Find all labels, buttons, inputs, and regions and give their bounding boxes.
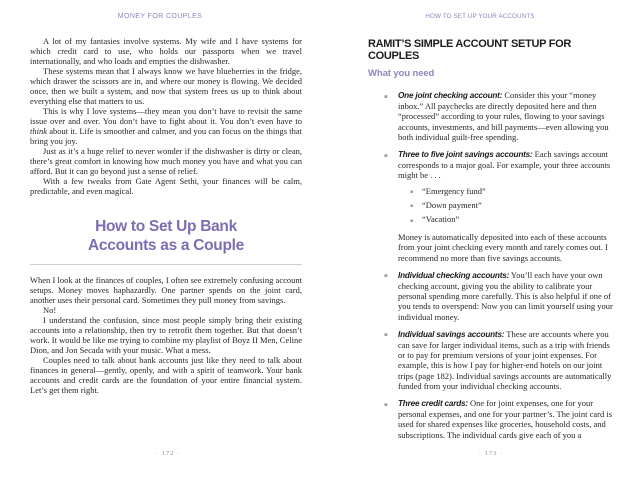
paragraph: These systems mean that I always know we have blueberries in the fridge, which drawer the scissors are in, and where our money is flowing. We decided once, then we built a system, and now that system frees us up to think about everything else that matters to us.	[30, 66, 302, 106]
paragraph: When I look at the finances of couples, I often see extremely confusing account setups. Money moves haphazardly. One partner spends on the joint card, another uses their personal card. Sometimes they pull money from savings.	[30, 275, 302, 305]
list-item-lead: Individual checking accounts:	[398, 270, 510, 280]
sub-list-item-text: “Down payment”	[422, 199, 482, 210]
list-item	[368, 398, 618, 440]
sub-list-item-text: “Vacation”	[422, 214, 460, 225]
list-item-lead: One joint checking account:	[398, 91, 503, 100]
paragraph: Just as it’s a huge relief to never wonder if the dishwasher is dirty or clean, there’s great comfort in knowing how much money you have and what you can afford. But it can go beyond just a sense of relief.	[30, 146, 302, 176]
sub-list-item-text: “Emergency fund”	[422, 185, 486, 196]
sub-list-item	[398, 200, 618, 210]
list-item-text: Consider this your “money inbox.” All paychecks are directly deposited here and then “processed” according to your rules, flowing to your savings accounts, investments, and bill payments—even allowing you both individual guilt-free spending.	[398, 90, 609, 142]
chapter-section-title: RAMIT’S SIMPLE ACCOUNT SETUP FOR COUPLES	[368, 38, 572, 62]
bullet-icon: ▪	[410, 203, 414, 210]
paragraph-text: This is why I love systems—they mean you don’t have to revisit the same issue over and over. You don’t have to fight about it. You don’t even have to	[30, 106, 302, 126]
paragraph: With a few tweaks from Gate Agent Sethi, your finances will be calm, predictable, and even magical.	[30, 176, 302, 196]
paragraph: Couples need to talk about bank accounts just like they need to talk about finances in general—gently, openly, and with a spirit of teamwork. Your bank accounts and credit cards are the foundation of your entire financial system. Let’s get them right.	[30, 355, 302, 395]
list-item	[368, 270, 618, 322]
paragraph: A lot of my fantasies involve systems. My wife and I have systems for which credit card to use, who holds our passports when we travel internationally, and who loads and empties the dishwasher.	[30, 36, 302, 66]
bullet-icon: ▪	[384, 332, 388, 339]
bullet-icon: ▪	[410, 189, 414, 196]
heading-divider	[30, 264, 302, 265]
right-text-column	[368, 38, 618, 447]
list-item	[368, 329, 618, 391]
list-item-continuation: Money is automatically deposited into each of these accounts from your joint checking every month and rarely comes out. I recommend no more than five savings accounts.	[398, 232, 608, 263]
list-item	[368, 90, 618, 142]
list-item-text: You’ll each have your own checking account, giving you the ability to calibrate your personal spending more carefully. This is also helpful if one of you tends to overspend: Now you can limit yourself using your individual money.	[398, 269, 613, 322]
list-item-lead: Individual savings accounts:	[398, 329, 505, 339]
sub-list-item	[398, 214, 618, 224]
list-item-lead: Three to five joint savings accounts:	[398, 150, 533, 160]
paragraph: I understand the confusion, since most people simply bring their existing accounts into a relationship, then try to retrofit them together. But that doesn’t work. It would be like me trying to combine my playlist of Boyz II Men, Celine Dion, and Jon Secada with your music. What a mess.	[30, 315, 302, 355]
sub-list-item	[398, 186, 618, 196]
section-heading-line2: Accounts as a Couple	[88, 236, 244, 254]
list-item-text: These are accounts where you can save for larger individual items, such as a trip with friends or to pay for premium versions of your joint expenses. For example, this is how I pay for higher-end hotels on our joint trips (page 182). Individual savings accounts are automatically funded from your individual checking accounts.	[398, 328, 612, 391]
list-item-text: Each savings account corresponds to a major goal. For example, your three accounts might be . . .	[398, 149, 611, 181]
page-right	[320, 0, 640, 480]
page-number-right: · 173 ·	[478, 450, 504, 457]
list-item-lead: Three credit cards:	[398, 399, 468, 409]
account-setup-list	[368, 90, 618, 440]
running-head-left: MONEY FOR COUPLES	[117, 13, 203, 20]
savings-examples-list	[398, 186, 618, 225]
bullet-icon: ▪	[384, 273, 388, 280]
page-number-left: · 172 ·	[155, 450, 181, 457]
italic-word: think	[30, 126, 47, 136]
bullet-icon: ▪	[410, 217, 414, 224]
paragraph-text: about it. Life is smoother and calmer, and you can focus on the things that bring you joy.	[30, 126, 302, 146]
bullet-icon: ▪	[384, 401, 388, 408]
list-item	[368, 149, 618, 263]
left-text-column	[30, 36, 302, 395]
section-heading-line1: How to Set Up Bank	[95, 218, 237, 235]
paragraph: No!	[43, 305, 57, 315]
section-heading	[30, 218, 302, 255]
bullet-icon: ▪	[384, 152, 388, 159]
what-you-need-subtitle: What you need	[368, 68, 435, 79]
list-item-text: One for joint expenses, one for your personal expenses, and one for your partner’s. The joint card is used for shared expenses like groceries, household costs, and subscriptions. The individual cards give each of you a	[398, 398, 613, 440]
bullet-icon: ▪	[384, 93, 388, 100]
running-head-right: HOW TO SET UP YOUR ACCOUNTS	[425, 13, 535, 20]
paragraph	[30, 106, 302, 146]
